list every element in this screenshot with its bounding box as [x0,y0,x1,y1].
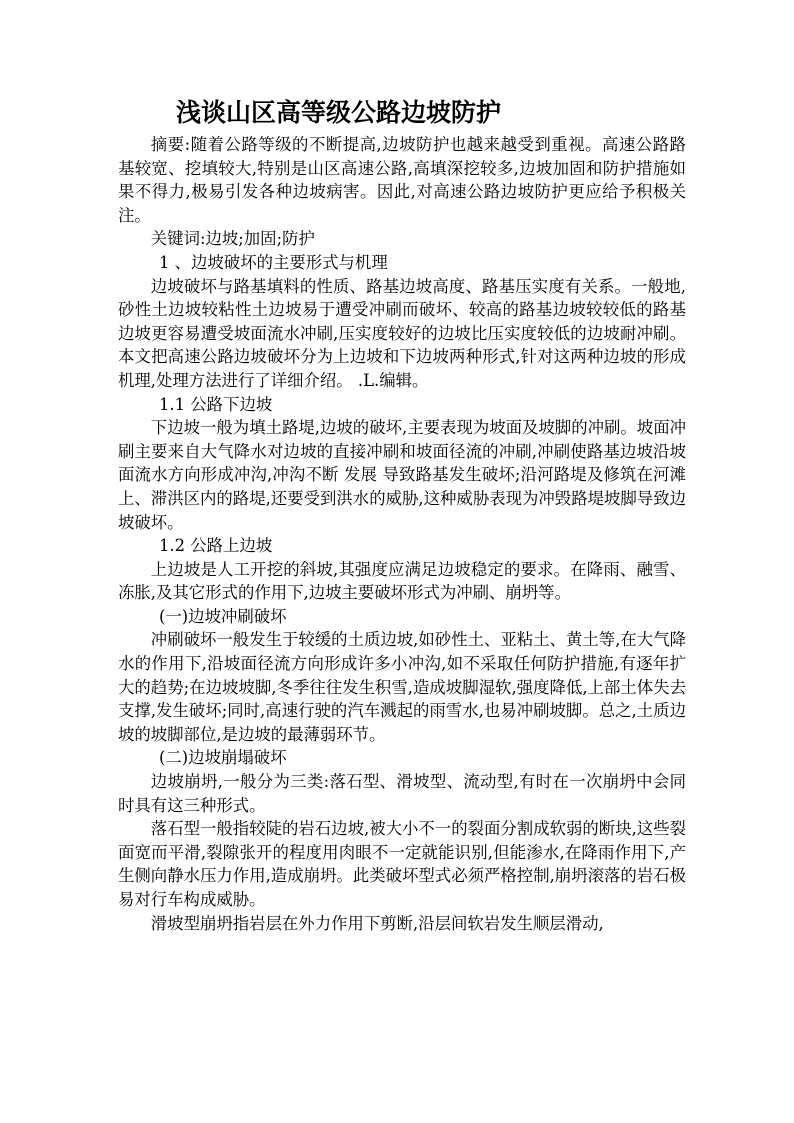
subsection-heading: (二)边坡崩塌破坏 [159,748,287,768]
subsection-heading: 1.2 公路上边坡 [159,536,273,556]
body-paragraph: 下边坡一般为填土路堤,边坡的破坏,主要表现为坡面及坡脚的冲刷。坡面冲刷主要来自大气降水对边坡的直接冲刷和坡面径流的冲刷,冲刷使路基边坡沿坡面流水方向形成冲沟,冲沟不断 发展 导致路基发生破坏;沿河路堤及修筑在河滩上、滞洪区内的路堤,还要受到洪水的威胁,这种威胁表现为冲毁路堤坡脚导致边坡破坏。 [118,418,686,532]
document-body [118,133,686,935]
body-paragraph: 边坡破坏与路基填料的性质、路基边坡高度、路基压实度有关系。一般地,砂性土边坡较粘性土边坡易于遭受冲刷而破坏、较高的路基边坡较较低的路基边坡更容易遭受坡面流水冲刷,压实度较好的边坡比压实度较低的边坡耐冲刷。本文把高速公路边坡破坏分为上边坡和下边坡两种形式,针对这两种边坡的形成机理,处理方法进行了详细介绍。 .L.编辑。 [118,276,686,390]
section-heading: 1 、边坡破坏的主要形式与机理 [159,252,388,272]
body-paragraph: 落石型一般指较陡的岩石边坡,被大小不一的裂面分割成软弱的断块,这些裂面宽而平滑,裂隙张开的程度用肉眼不一定就能识别,但能渗水,在降雨作用下,产生侧向静水压力作用,造成崩坍。此类破坏型式必须严格控制,崩坍滚落的岩石极易对行车构成威胁。 [118,819,686,909]
subsection-heading: (一)边坡冲刷破坏 [159,606,287,626]
subsection-heading: 1.1 公路下边坡 [159,394,273,414]
abstract-paragraph: 摘要:随着公路等级的不断提高,边坡防护也越来越受到重视。高速公路路基较宽、挖填较大,特别是山区高速公路,高填深挖较多,边坡加固和防护措施如果不得力,极易引发各种边坡病害。因此,对高速公路边坡防护更应给予积极关注。 [118,135,686,225]
body-paragraph: 滑坡型崩坍指岩层在外力作用下剪断,沿层间软岩发生顺层滑动, [150,913,604,933]
body-paragraph: 上边坡是人工开挖的斜坡,其强度应满足边坡稳定的要求。在降雨、融雪、冻胀,及其它形式的作用下,边坡主要破坏形式为冲刷、崩坍等。 [118,559,686,603]
body-paragraph: 冲刷破坏一般发生于较缓的土质边坡,如砂性土、亚粘土、黄土等,在大气降水的作用下,沿坡面径流方向形成许多小冲沟,如不采取任何防护措施,有逐年扩大的趋势;在边坡坡脚,冬季往往发生积雪,造成坡脚湿软,强度降低,上部土体失去支撑,发生破坏;同时,高速行驶的汽车溅起的雨雪水,也易冲刷坡脚。总之,土质边坡的坡脚部位,是边坡的最薄弱环节。 [118,630,686,744]
body-paragraph: 边坡崩坍,一般分为三类:落石型、滑坡型、流动型,有时在一次崩坍中会同时具有这三种形式。 [118,772,686,815]
document-title: 浅谈山区高等级公路边坡防护 [176,98,502,127]
keywords-paragraph: 关键词:边坡;加固;防护 [150,229,315,249]
